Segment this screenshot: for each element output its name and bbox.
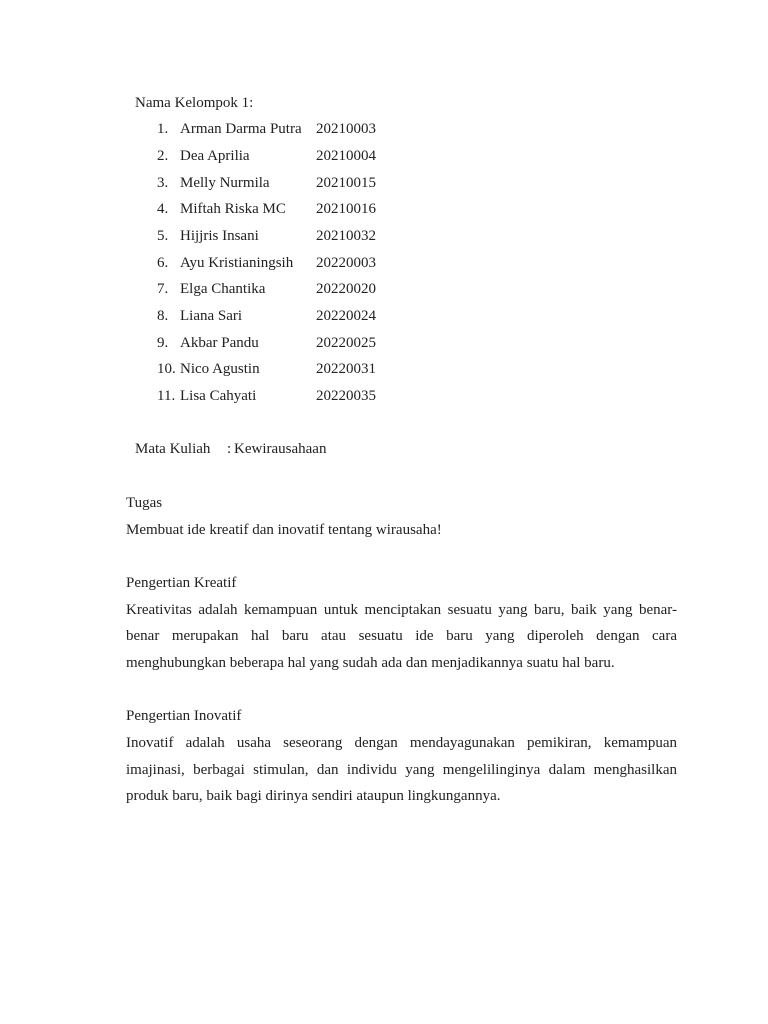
paragraph-line [0,783,768,810]
task-text: Membuat ide kreatif dan inovatif tentang wirausaha! [126,521,442,538]
group-title-line [0,90,768,117]
section-heading-line [0,703,768,730]
member-student-id: 20220003 [316,254,376,271]
member-number: 5. [157,227,169,244]
member-row [0,170,768,197]
section-heading-inovatif: Pengertian Inovatif [126,708,242,725]
member-student-id: 20210003 [316,121,376,138]
blank-line [0,543,768,570]
member-row [0,276,768,303]
member-student-id: 20210004 [316,147,376,164]
blank-line [0,463,768,490]
document-body [0,90,768,811]
member-name: Liana Sari [180,308,243,324]
section-heading-line [0,570,768,597]
paragraph-inovatif-line-3: produk baru, baik bagi dirinya sendiri ataupun lingkungannya. [126,788,501,805]
member-row [0,116,768,143]
member-student-id: 20220035 [316,388,376,405]
member-name: Hijjris Insani [180,227,259,244]
member-row [0,330,768,357]
member-name: Ayu Kristianingsih [180,254,294,271]
task-text-line [0,517,768,544]
member-number: 9. [157,334,169,351]
paragraph-kreatif-line-1: Kreativitas adalah kemampuan untuk menciptakan sesuatu yang baru, baik yang benar- [126,601,677,618]
member-name: Akbar Pandu [180,334,259,351]
member-row [0,250,768,277]
task-heading: Tugas [126,494,163,511]
group-title: Nama Kelompok 1: [135,94,254,111]
paragraph-line [0,730,768,757]
member-name: Lisa Cahyati [180,388,257,405]
member-row [0,143,768,170]
paragraph-kreatif-line-2: benar merupakan hal baru atau sesuatu ide baru yang diperoleh dengan cara [126,628,677,645]
paragraph-line [0,597,768,624]
member-student-id: 20220024 [316,308,376,324]
course-separator: : [227,441,232,458]
member-name: Dea Aprilia [180,147,250,164]
member-number: 8. [157,308,169,324]
member-name: Arman Darma Putra [180,121,302,138]
member-name: Nico Agustin [180,361,260,378]
member-number: 4. [157,201,169,218]
blank-line [0,677,768,704]
course-line [0,436,768,463]
course-label: Mata Kuliah [135,441,211,458]
section-heading-kreatif: Pengertian Kreatif [126,574,237,591]
paragraph-line [0,623,768,650]
member-name: Miftah Riska MC [180,201,286,218]
member-row [0,383,768,410]
member-number: 7. [157,281,169,298]
member-number: 6. [157,254,169,271]
paragraph-line [0,757,768,784]
member-number: 1. [157,121,169,138]
member-student-id: 20210032 [316,227,376,244]
task-heading-line [0,490,768,517]
member-name: Elga Chantika [180,281,266,298]
member-number: 10. [157,361,176,378]
member-name: Melly Nurmila [180,174,270,191]
paragraph-line [0,650,768,677]
member-student-id: 20220025 [316,334,376,351]
member-student-id: 20220020 [316,281,376,298]
member-row [0,223,768,250]
course-value: Kewirausahaan [234,441,327,458]
member-number: 2. [157,147,169,164]
paragraph-kreatif-line-3: menghubungkan beberapa hal yang sudah ada dan menjadikannya suatu hal baru. [126,654,615,671]
member-row [0,303,768,330]
blank-line [0,410,768,437]
paragraph-inovatif-line-2: imajinasi, berbagai stimulan, dan individu yang mengelilinginya dalam menghasilkan [126,761,677,778]
member-row [0,196,768,223]
member-number: 11. [157,388,176,405]
member-student-id: 20210016 [316,201,376,218]
member-number: 3. [157,174,169,191]
member-student-id: 20220031 [316,361,376,378]
paragraph-inovatif-line-1: Inovatif adalah usaha seseorang dengan mendayagunakan pemikiran, kemampuan [126,735,677,751]
member-student-id: 20210015 [316,174,376,191]
member-row [0,356,768,383]
